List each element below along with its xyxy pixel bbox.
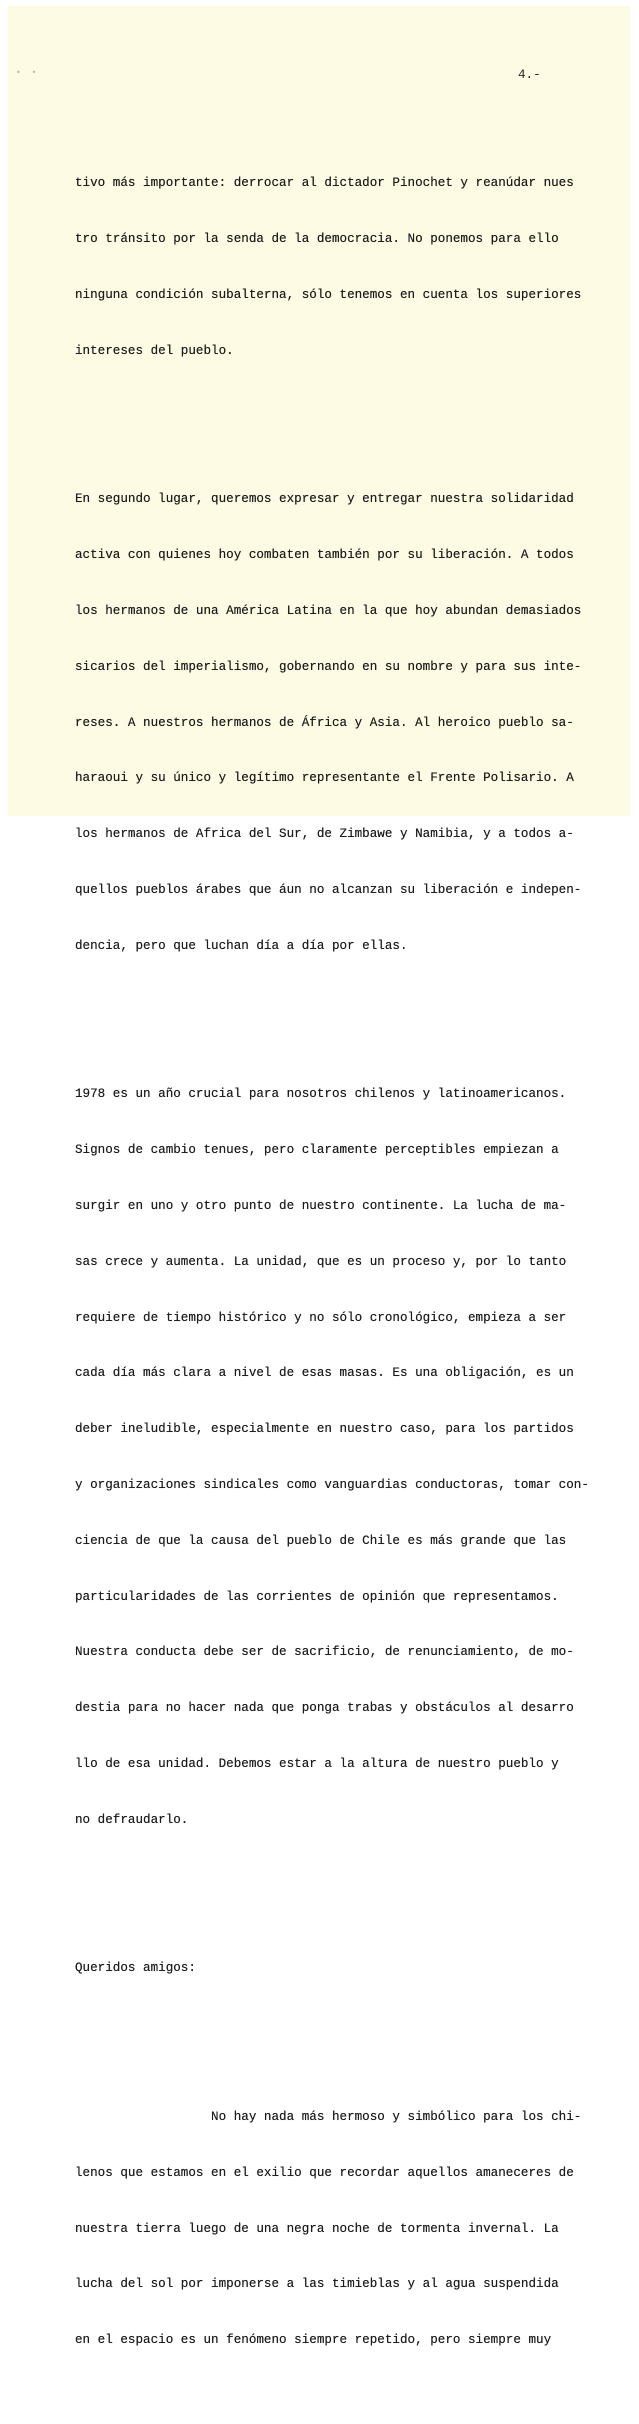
text-line: deber ineludible, especialmente en nuestro caso, para los partidos xyxy=(75,1422,574,1437)
text-line: particularidades de las corrientes de opinión que representamos. xyxy=(75,1589,559,1604)
text-line: no defraudarlo. xyxy=(75,1812,189,1827)
text-line: ciencia de que la causa del pueblo de Chile es más grande que las xyxy=(75,1533,567,1548)
page-number: 4.- xyxy=(518,68,541,82)
text-line: lenos que estamos en el exilio que recordar aquellos amaneceres de xyxy=(75,2165,574,2180)
document-body xyxy=(75,100,595,2424)
text-line: quellos pueblos árabes que áun no alcanzan su liberación e indepen- xyxy=(75,882,582,897)
text-line: surgir en uno y otro punto de nuestro continente. La lucha de ma- xyxy=(75,1199,567,1214)
paragraph-salutation xyxy=(75,1922,595,2015)
paragraph-opening xyxy=(75,137,595,397)
paragraph-closing xyxy=(75,2071,595,2387)
text-line: los hermanos de Africa del Sur, de Zimbawe y Namibia, y a todos a- xyxy=(75,827,574,842)
margin-marks: • • xyxy=(16,68,40,77)
text-line: 1978 es un año crucial para nosotros chilenos y latinoamericanos. xyxy=(75,1087,567,1102)
text-line: En segundo lugar, queremos expresar y entregar nuestra solidaridad xyxy=(75,492,574,507)
text-line: Queridos amigos: xyxy=(75,1961,196,1976)
text-line: sas crece y aumenta. La unidad, que es un proceso y, por lo tanto xyxy=(75,1254,567,1269)
text-line: llo de esa unidad. Debemos estar a la altura de nuestro pueblo y xyxy=(75,1756,559,1771)
text-line: Signos de cambio tenues, pero claramente perceptibles empiezan a xyxy=(75,1143,559,1158)
text-line: dencia, pero que luchan día a día por ellas. xyxy=(75,938,408,953)
text-line: intereses del pueblo. xyxy=(75,343,234,358)
text-line: reses. A nuestros hermanos de África y Asia. Al heroico pueblo sa- xyxy=(75,715,574,730)
paragraph-1978 xyxy=(75,1048,595,1866)
text-line: nuestra tierra luego de una negra noche de tormenta invernal. La xyxy=(75,2221,559,2236)
text-line: activa con quienes hoy combaten también por su liberación. A todos xyxy=(75,548,574,563)
document-page xyxy=(8,6,630,2348)
text-line: los hermanos de una América Latina en la que hoy abundan demasiados xyxy=(75,604,582,619)
text-line: tivo más importante: derrocar al dictador Pinochet y reanúdar nues xyxy=(75,176,574,191)
text-line: requiere de tiempo histórico y no sólo cronológico, empieza a ser xyxy=(75,1310,567,1325)
text-line: No hay nada más hermoso y simbólico para los chi- xyxy=(75,2110,582,2125)
text-line: haraoui y su único y legítimo representante el Frente Polisario. A xyxy=(75,771,574,786)
paragraph-solidarity xyxy=(75,453,595,992)
text-line: en el espacio es un fenómeno siempre repetido, pero siempre muy xyxy=(75,2333,552,2348)
text-line: sicarios del imperialismo, gobernando en su nombre y para sus inte- xyxy=(75,659,582,674)
text-line: Nuestra conducta debe ser de sacrificio, de renunciamiento, de mo- xyxy=(75,1645,574,1660)
text-line: ninguna condición subalterna, sólo tenemos en cuenta los superiores xyxy=(75,287,582,302)
text-line: y organizaciones sindicales como vanguardias conductoras, tomar con- xyxy=(75,1477,589,1492)
text-line: cada día más clara a nivel de esas masas. Es una obligación, es un xyxy=(75,1366,574,1381)
text-line: tro tránsito por la senda de la democracia. No ponemos para ello xyxy=(75,232,559,247)
text-line: lucha del sol por imponerse a las timieblas y al agua suspendida xyxy=(75,2277,559,2292)
text-line: destia para no hacer nada que ponga trabas y obstáculos al desarro xyxy=(75,1701,574,1716)
